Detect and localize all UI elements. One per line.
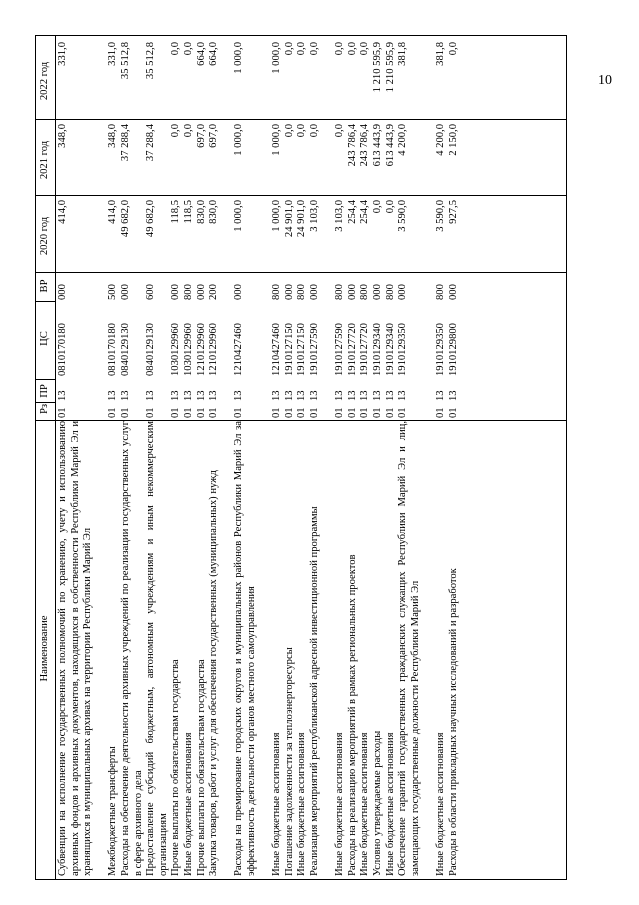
row-2021: 697,0 — [195, 124, 207, 148]
row-name: Иные бюджетные ассигнования — [334, 732, 346, 876]
row-2021: 0,0 — [309, 124, 320, 138]
row-cs: 1910127720 — [346, 323, 358, 376]
row-vr: 600 — [145, 284, 157, 300]
row-pr: 13 — [271, 390, 283, 401]
row-cs: 1030129960 — [170, 323, 182, 376]
row-2020: 0,0 — [372, 200, 383, 214]
row-cs: 1910127150 — [283, 323, 295, 376]
row-2021: 4 200,0 — [397, 124, 409, 156]
row-name: Иные бюджетные ассигнования — [435, 732, 446, 876]
row-name: Иные бюджетные ассигнования — [384, 732, 396, 876]
row-cs: 1910127720 — [359, 323, 371, 376]
row-pr: 13 — [57, 390, 68, 401]
row-pr: 13 — [309, 390, 320, 401]
row-rz: 01 — [397, 407, 409, 418]
row-vr: 000 — [233, 284, 245, 300]
row-2021: 37 288,4 — [145, 124, 157, 162]
row-pr: 13 — [334, 390, 346, 401]
row-2022: 0,0 — [283, 42, 295, 56]
row-vr: 000 — [397, 284, 409, 300]
row-name: Прочие выплаты по обязательствам государства — [195, 659, 207, 876]
row-2020: 414,0 — [57, 200, 68, 224]
table-row — [183, 35, 196, 880]
row-rz: 01 — [334, 407, 346, 418]
row-2020: 0,0 — [384, 200, 396, 214]
row-cs: 0810170180 — [57, 323, 68, 376]
row-rz: 01 — [145, 407, 157, 418]
table-row — [170, 35, 183, 880]
table-row — [372, 35, 385, 880]
row-rz: 01 — [447, 407, 459, 418]
row-pr: 13 — [170, 390, 182, 401]
row-cs: 1910127590 — [334, 323, 346, 376]
row-name: Расходы в области прикладных научных исследований и разработок — [447, 568, 459, 876]
header-cs: ЦС — [39, 331, 50, 346]
row-vr: 000 — [372, 284, 383, 300]
row-vr: 800 — [359, 284, 371, 300]
row-pr: 13 — [145, 390, 157, 401]
row-name: Погашение задолженности за теплоэнергоресурсы — [283, 647, 295, 876]
row-rz: 01 — [120, 407, 131, 418]
header-pr: ПР — [39, 384, 50, 398]
row-name: Условно утверждаемые расходы — [372, 730, 383, 876]
row-2021: 613 443,9 — [372, 124, 383, 167]
row-vr: 800 — [334, 284, 346, 300]
row-cs: 1030129960 — [183, 323, 194, 376]
row-name: Предоставление субсидий бюджетным, автономным учреждениям и иным некоммерческим организациям — [145, 418, 169, 876]
row-2021: 0,0 — [296, 124, 308, 138]
row-2021: 1 000,0 — [233, 124, 245, 156]
row-rz: 01 — [233, 407, 245, 418]
row-vr: 800 — [271, 284, 283, 300]
row-pr: 13 — [397, 390, 409, 401]
row-pr: 13 — [283, 390, 295, 401]
row-2022: 1 210 595,9 — [384, 42, 396, 93]
row-name: Иные бюджетные ассигнования — [271, 732, 283, 876]
row-pr: 13 — [195, 390, 207, 401]
row-rz: 01 — [271, 407, 283, 418]
row-pr: 13 — [346, 390, 358, 401]
row-2021: 243 786,4 — [346, 124, 358, 167]
col-border-pr — [35, 379, 55, 380]
row-2022: 664,0 — [195, 42, 207, 66]
header-bottom-border — [55, 35, 56, 880]
row-cs: 1910129340 — [372, 323, 383, 376]
row-2022: 0,0 — [296, 42, 308, 56]
row-2021: 0,0 — [334, 124, 346, 138]
row-2022: 0,0 — [183, 42, 194, 56]
row-vr: 000 — [283, 284, 295, 300]
row-rz: 01 — [283, 407, 295, 418]
header-name: Наименование — [39, 615, 50, 682]
row-pr: 13 — [183, 390, 194, 401]
row-2020: 49 682,0 — [120, 200, 131, 238]
row-2021: 0,0 — [170, 124, 182, 138]
row-name: Иные бюджетные ассигнования — [359, 732, 371, 876]
row-2020: 49 682,0 — [145, 200, 157, 238]
row-name: Закупка товаров, работ и услуг для обеспечения государственных (муниципальных) нужд — [208, 470, 220, 876]
row-rz: 01 — [346, 407, 358, 418]
table-row — [120, 35, 145, 880]
row-name: Расходы на реализацию мероприятий в рамках региональных проектов — [346, 554, 358, 876]
row-2020: 118,5 — [183, 200, 194, 224]
row-name: Иные бюджетные ассигнования — [296, 732, 308, 876]
row-2020: 3 103,0 — [309, 200, 320, 232]
row-2020: 927,5 — [447, 200, 459, 224]
table-row — [385, 35, 398, 880]
row-pr: 13 — [447, 390, 459, 401]
row-2021: 4 200,0 — [435, 124, 446, 156]
row-rz: 01 — [296, 407, 308, 418]
table-row — [334, 35, 347, 880]
row-vr: 000 — [120, 284, 131, 300]
row-rz: 01 — [208, 407, 220, 418]
row-cs: 1910127590 — [309, 323, 320, 376]
row-2022: 0,0 — [309, 42, 320, 56]
row-cs: 1910129800 — [447, 323, 459, 376]
table-row — [397, 35, 435, 880]
row-rz: 01 — [195, 407, 207, 418]
row-2021: 697,0 — [208, 124, 220, 148]
row-2020: 830,0 — [208, 200, 220, 224]
row-vr: 200 — [208, 284, 220, 300]
table-row — [296, 35, 309, 880]
row-2021: 348,0 — [107, 124, 119, 148]
row-vr: 000 — [447, 284, 459, 300]
row-2020: 1 000,0 — [271, 200, 283, 232]
row-cs: 1910129350 — [435, 323, 446, 376]
row-2021: 613 443,9 — [384, 124, 396, 167]
row-cs: 0810170180 — [107, 323, 119, 376]
row-2022: 0,0 — [346, 42, 358, 56]
row-pr: 13 — [120, 390, 131, 401]
row-rz: 01 — [107, 407, 119, 418]
row-2021: 348,0 — [57, 124, 68, 148]
row-2022: 0,0 — [334, 42, 346, 56]
header-2020: 2020 год — [39, 216, 50, 256]
row-2022: 0,0 — [359, 42, 371, 56]
row-cs: 1210129960 — [195, 323, 207, 376]
row-2022: 35 512,8 — [145, 42, 157, 80]
table-row — [435, 35, 448, 880]
row-pr: 13 — [107, 390, 119, 401]
row-2020: 3 103,0 — [334, 200, 346, 232]
row-pr: 13 — [208, 390, 220, 401]
row-rz: 01 — [372, 407, 383, 418]
table-row — [448, 35, 461, 880]
row-rz: 01 — [384, 407, 396, 418]
row-vr: 000 — [195, 284, 207, 300]
row-2022: 331,0 — [57, 42, 68, 66]
table-row — [208, 35, 233, 880]
table-row — [309, 35, 334, 880]
row-2021: 0,0 — [183, 124, 194, 138]
row-cs: 0840129130 — [120, 323, 131, 376]
row-2020: 118,5 — [170, 200, 182, 224]
table-bottom-border — [566, 35, 567, 880]
row-vr: 500 — [107, 284, 119, 300]
row-cs: 1910127150 — [296, 323, 308, 376]
row-cs: 1210427460 — [271, 323, 283, 376]
row-2021: 37 288,4 — [120, 124, 131, 162]
row-2021: 0,0 — [283, 124, 295, 138]
row-2022: 1 000,0 — [271, 42, 283, 74]
row-2021: 1 000,0 — [271, 124, 283, 156]
row-name: Расходы на премирование городских округов и муниципальных районов Республики Марий Эл за эффективность деятельности органов местного самоуправления — [233, 418, 257, 876]
row-pr: 13 — [359, 390, 371, 401]
header-2022: 2022 год — [39, 61, 50, 101]
row-2020: 414,0 — [107, 200, 119, 224]
table-row — [107, 35, 120, 880]
row-2022: 664,0 — [208, 42, 220, 66]
row-cs: 1210129960 — [208, 323, 220, 376]
row-vr: 000 — [170, 284, 182, 300]
row-cs: 1910129350 — [397, 323, 409, 376]
table-row — [271, 35, 284, 880]
row-vr: 800 — [384, 284, 396, 300]
row-2022: 331,0 — [107, 42, 119, 66]
row-2022: 381,8 — [435, 42, 446, 66]
header-top-border — [35, 35, 36, 880]
row-2020: 1 000,0 — [233, 200, 245, 232]
row-name: Обеспечение гарантий государственных гражданских служащих Республики Марий Эл и лиц, замещающих государственные должности Республики Марий Эл — [397, 418, 421, 876]
table-row — [233, 35, 271, 880]
row-rz: 01 — [183, 407, 194, 418]
row-2020: 3 590,0 — [435, 200, 446, 232]
row-vr: 000 — [346, 284, 358, 300]
row-2022: 35 512,8 — [120, 42, 131, 80]
row-2020: 3 590,0 — [397, 200, 409, 232]
table-row — [284, 35, 297, 880]
row-cs: 1910129340 — [384, 323, 396, 376]
col-border-rz — [35, 402, 55, 403]
table-row — [145, 35, 170, 880]
table-header — [35, 35, 55, 880]
row-rz: 01 — [57, 407, 68, 418]
row-name: Иные бюджетные ассигнования — [183, 732, 194, 876]
row-name: Прочие выплаты по обязательствам государства — [170, 659, 182, 876]
row-vr: 800 — [296, 284, 308, 300]
header-vr: ВР — [39, 279, 50, 293]
row-vr: 800 — [435, 284, 446, 300]
row-2020: 24 901,0 — [296, 200, 308, 238]
row-rz: 01 — [170, 407, 182, 418]
row-vr: 000 — [57, 284, 68, 300]
row-2021: 243 786,4 — [359, 124, 371, 167]
row-2022: 381,8 — [397, 42, 409, 66]
row-pr: 13 — [372, 390, 383, 401]
budget-table — [35, 35, 567, 880]
row-rz: 01 — [309, 407, 320, 418]
row-vr: 000 — [309, 284, 320, 300]
row-2022: 0,0 — [170, 42, 182, 56]
row-cs: 1210427460 — [233, 323, 245, 376]
row-name: Расходы на обеспечение деятельности архивных учреждений по реализации государственных услуг в сфере архивного дела — [120, 418, 144, 876]
row-pr: 13 — [296, 390, 308, 401]
row-2022: 1 210 595,9 — [372, 42, 383, 93]
table-row — [359, 35, 372, 880]
row-2022: 1 000,0 — [233, 42, 245, 74]
rotated-page — [35, 35, 567, 880]
table-row — [347, 35, 360, 880]
row-2020: 830,0 — [195, 200, 207, 224]
row-2022: 0,0 — [447, 42, 459, 56]
header-2021: 2021 год — [39, 140, 50, 180]
row-pr: 13 — [384, 390, 396, 401]
row-rz: 01 — [435, 407, 446, 418]
row-cs: 0840129130 — [145, 323, 157, 376]
page-number: 10 — [598, 73, 612, 88]
row-2021: 2 150,0 — [447, 124, 459, 156]
row-name: Межбюджетные трансферты — [107, 746, 119, 876]
row-pr: 13 — [233, 390, 245, 401]
row-2020: 24 901,0 — [283, 200, 295, 238]
row-2020: 254,4 — [346, 200, 358, 224]
row-name: Субвенции на исполнение государственных полномочий по хранению, учету и использованию архивных фондов и архивных документов, находящихся в собственности Республики Марий Эл и хранящихся в муниципальных архивах на территории Республики Марий Эл — [57, 418, 94, 876]
row-2020: 254,4 — [359, 200, 371, 224]
table-row — [196, 35, 209, 880]
row-pr: 13 — [435, 390, 446, 401]
table-row — [57, 35, 107, 880]
row-rz: 01 — [359, 407, 371, 418]
col-border-cs — [35, 301, 55, 302]
row-vr: 800 — [183, 284, 194, 300]
header-rz: Рз — [39, 403, 50, 415]
row-name: Реализация мероприятий республиканской адресной инвестиционной программы — [309, 506, 320, 876]
